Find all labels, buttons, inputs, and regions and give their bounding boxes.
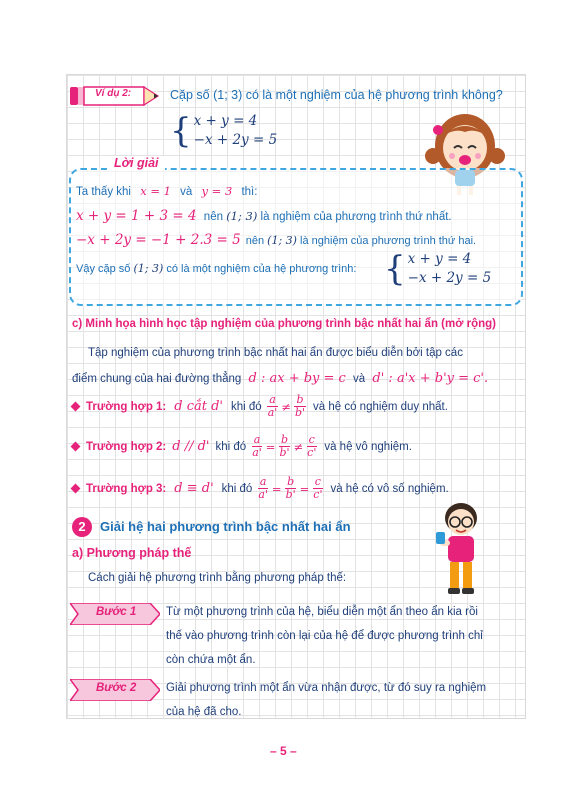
section-c-para-2 bbox=[72, 371, 488, 386]
step-line: Giải phương trình một ẩn vừa nhận được, từ đó suy ra nghiệm bbox=[166, 682, 487, 694]
solution-line-2 bbox=[76, 208, 452, 224]
math: (1; 3) bbox=[226, 209, 258, 223]
fraction bbox=[266, 394, 280, 419]
section-number-badge: 2 bbox=[72, 517, 92, 537]
case-relation: d cắt d' bbox=[174, 399, 224, 414]
fraction bbox=[256, 476, 270, 501]
text: nên bbox=[245, 235, 265, 247]
num: b bbox=[296, 393, 304, 406]
den: c' bbox=[307, 446, 317, 459]
op: ≠ bbox=[293, 439, 304, 454]
fraction bbox=[284, 476, 298, 501]
brace: { bbox=[384, 249, 406, 289]
case-label: Trường hợp 3: bbox=[86, 482, 167, 495]
num: a bbox=[253, 433, 261, 446]
text: có là một nghiệm của hệ phương trình: bbox=[166, 263, 357, 275]
text: khi đó bbox=[231, 400, 262, 413]
fraction bbox=[277, 434, 291, 459]
op: ≠ bbox=[281, 399, 291, 414]
case-relation: d // d' bbox=[172, 439, 210, 454]
case-1 bbox=[72, 394, 448, 419]
text: và bbox=[353, 373, 366, 385]
section-c-para-1: Tập nghiệm của phương trình bậc nhất hai ẩn được biểu diễn bởi tập các bbox=[88, 347, 463, 359]
text: thì: bbox=[241, 186, 258, 198]
text: khi đó bbox=[221, 482, 253, 495]
diamond-bullet-icon bbox=[71, 402, 81, 412]
step-line: của hệ đã cho. bbox=[166, 706, 242, 718]
math: x = 1 bbox=[140, 184, 171, 198]
substitution-intro: Cách giải hệ phương trình bằng phương pháp thế: bbox=[88, 572, 347, 584]
boy-cartoon-icon bbox=[432, 500, 490, 596]
section-2-heading: Giải hệ hai phương trình bậc nhất hai ẩn bbox=[100, 519, 351, 534]
text: nên bbox=[203, 211, 223, 223]
op: = bbox=[265, 439, 276, 454]
num: c bbox=[308, 433, 315, 446]
math: (1; 3) bbox=[133, 262, 164, 275]
text: và hệ có nghiệm duy nhất. bbox=[313, 400, 448, 413]
step-1-label: Bước 1 bbox=[96, 606, 137, 618]
text: và hệ có vô số nghiệm. bbox=[330, 482, 449, 495]
math: d : ax + by = c bbox=[248, 371, 346, 386]
system-eq-1: x + y = 4 bbox=[407, 251, 472, 267]
step-line: còn chứa một ẩn. bbox=[166, 654, 256, 666]
num: c bbox=[314, 475, 321, 488]
text: và bbox=[180, 186, 193, 198]
den: b' bbox=[285, 488, 296, 501]
case-label: Trường hợp 1: bbox=[86, 400, 167, 413]
num: a bbox=[259, 475, 267, 488]
example-tag: Ví dụ 2: bbox=[95, 88, 132, 99]
den: c' bbox=[313, 488, 323, 501]
subsection-a-heading: a) Phương pháp thế bbox=[72, 546, 192, 560]
solution-line-4 bbox=[76, 262, 356, 275]
case-relation: d ≡ d' bbox=[174, 481, 214, 496]
example-system bbox=[170, 112, 277, 150]
step-2-text bbox=[166, 676, 486, 724]
diamond-bullet-icon bbox=[71, 484, 81, 494]
math: −x + 2y = −1 + 2.3 = 5 bbox=[76, 232, 241, 248]
op: = bbox=[271, 481, 282, 496]
math: y = 3 bbox=[201, 184, 233, 198]
fraction bbox=[305, 434, 318, 459]
brace: { bbox=[170, 111, 192, 151]
solution-line-3 bbox=[76, 232, 476, 248]
math: (1; 3) bbox=[267, 234, 297, 247]
math: x + y = 1 + 3 = 4 bbox=[76, 208, 197, 224]
num: b bbox=[287, 475, 295, 488]
fraction bbox=[250, 434, 264, 459]
text: Ta thấy khi bbox=[76, 186, 131, 198]
page-number: – 5 – bbox=[270, 744, 297, 758]
den: b' bbox=[294, 406, 306, 419]
num: a bbox=[269, 393, 276, 406]
step-line: thế vào phương trình còn lại của hệ để được phương trình chỉ bbox=[166, 630, 483, 642]
case-label: Trường hợp 2: bbox=[86, 440, 167, 453]
den: a' bbox=[267, 406, 278, 419]
example-question: Cặp số (1; 3) có là một nghiệm của hệ phương trình không? bbox=[170, 88, 503, 102]
den: a' bbox=[258, 488, 268, 501]
system-eq-2: −x + 2y = 5 bbox=[193, 132, 278, 148]
case-2 bbox=[72, 434, 412, 459]
text: là nghiệm của phương trình thứ nhất. bbox=[260, 211, 452, 223]
solution-title: Lời giải bbox=[108, 156, 165, 170]
solution-system bbox=[384, 250, 491, 288]
step-line: Từ một phương trình của hệ, biểu diễn một ẩn theo ẩn kia rồi bbox=[166, 606, 478, 618]
text: Vậy cặp số bbox=[76, 263, 131, 275]
text: là nghiệm của phương trình thứ hai. bbox=[300, 235, 477, 247]
num: b bbox=[280, 433, 288, 446]
math: d' : a'x + b'y = c'. bbox=[372, 371, 489, 386]
case-3 bbox=[72, 476, 449, 501]
system-eq-1: x + y = 4 bbox=[193, 113, 258, 129]
den: b' bbox=[279, 446, 290, 459]
system-eq-2: −x + 2y = 5 bbox=[407, 270, 492, 286]
step-1-text bbox=[166, 600, 483, 672]
text: khi đó bbox=[215, 440, 247, 453]
diamond-bullet-icon bbox=[71, 442, 81, 452]
op: = bbox=[299, 481, 310, 496]
den: a' bbox=[252, 446, 262, 459]
text: và hệ vô nghiệm. bbox=[324, 440, 412, 453]
fraction bbox=[293, 394, 307, 419]
section-c-heading: c) Minh họa hình học tập nghiệm của phương trình bậc nhất hai ẩn (mở rộng) bbox=[72, 318, 496, 330]
text: điểm chung của hai đường thẳng bbox=[72, 373, 242, 385]
fraction bbox=[311, 476, 324, 501]
solution-line-1 bbox=[76, 184, 257, 198]
step-2-label: Bước 2 bbox=[96, 682, 137, 694]
